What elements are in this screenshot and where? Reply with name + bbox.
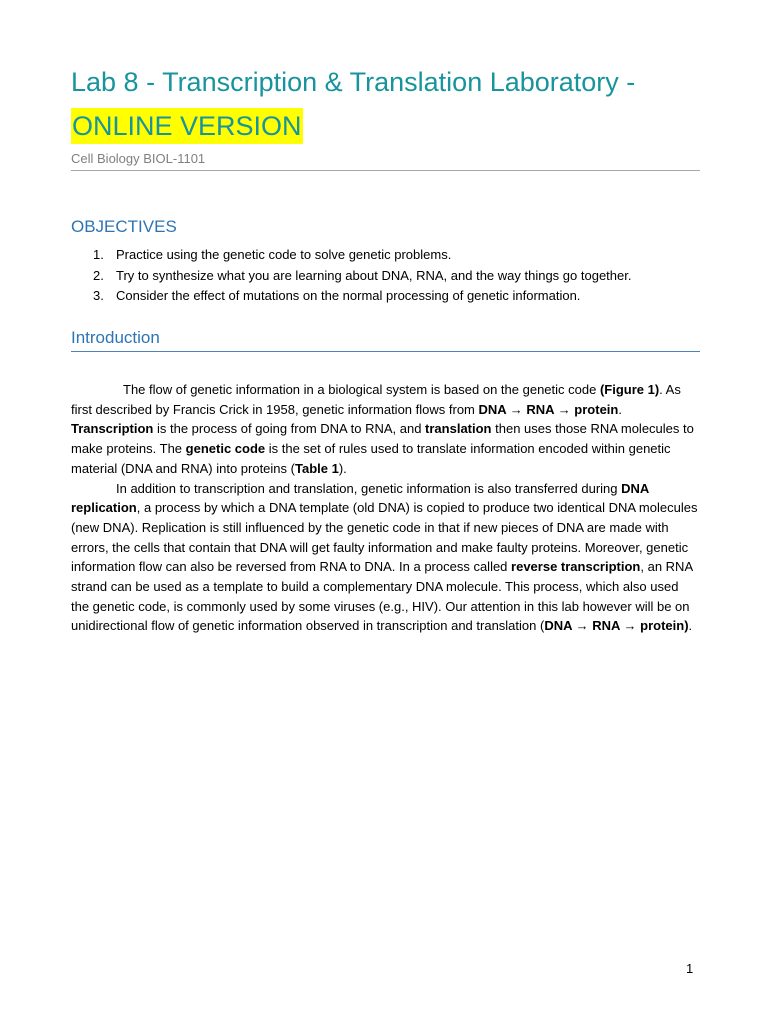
- course-subtitle: Cell Biology BIOL-1101: [71, 151, 206, 166]
- introduction-body: [71, 380, 700, 636]
- text-run: , a process by which a DNA template (old DNA) is copied to produce two identical DNA molecules (new DNA). Replication is still influenced by the genetic code in that if new pieces of DNA are made with errors, the cells that contain that DNA will get faulty information and make faulty proteins. Moreover, genetic information flow can also be reversed from RNA to DNA. In a process called: [71, 500, 698, 575]
- text-run: is the set of rules used to translate information encoded within genetic material (DNA and RNA) into proteins (: [71, 441, 671, 476]
- objective-number: 1.: [93, 247, 104, 262]
- document-title: Lab 8 - Transcription & Translation Laboratory -: [71, 67, 636, 97]
- text-run: .: [618, 401, 622, 417]
- objective-text: Consider the effect of mutations on the normal processing of genetic information.: [116, 288, 581, 303]
- bold-run: DNA replication: [71, 480, 649, 516]
- objective-item: [71, 266, 700, 287]
- highlighted-title-online-version: ONLINE VERSION: [71, 108, 303, 144]
- bold-run: Transcription: [71, 421, 154, 437]
- introduction-paragraph-2: [71, 479, 700, 637]
- text-run: The flow of genetic information in a biological system is based on the genetic code: [123, 382, 600, 397]
- bold-run: DNA → RNA → protein): [544, 618, 689, 634]
- objective-number: 2.: [93, 267, 104, 283]
- title-divider: [71, 170, 700, 171]
- introduction-heading: Introduction: [71, 328, 160, 347]
- text-run: .: [688, 618, 693, 634]
- text-run: ).: [338, 460, 347, 476]
- objective-item: [71, 245, 700, 266]
- text-run: In addition to transcription and translation, genetic information is also transferred during: [116, 480, 622, 496]
- objective-number: 3.: [93, 288, 104, 303]
- bold-run: Table 1: [294, 460, 339, 476]
- bold-run: (Figure 1): [599, 382, 660, 397]
- objectives-list: [71, 245, 700, 307]
- text-run: is the process of going from DNA to RNA, and: [153, 421, 426, 437]
- bold-run: DNA → RNA → protein: [478, 401, 619, 417]
- bold-run: translation: [425, 421, 492, 437]
- bold-run: genetic code: [185, 441, 266, 457]
- text-run: then uses those RNA molecules to make proteins. The: [71, 421, 694, 457]
- introduction-paragraph-1: [71, 380, 700, 479]
- objective-item: [71, 286, 700, 307]
- objective-text: Try to synthesize what you are learning about DNA, RNA, and the way things go together.: [116, 267, 632, 283]
- page-number: 1: [686, 961, 694, 976]
- text-run: , an RNA strand can be used as a template to build a complementary DNA molecule. This process, which also used the genetic code, is commonly used by some viruses (e.g., HIV). Our attention in this lab however will be on unidirectional flow of genetic information observed in transcription and translation (: [71, 559, 693, 634]
- introduction-divider: [71, 351, 700, 352]
- objectives-heading: OBJECTIVES: [71, 217, 177, 236]
- text-run: . As first described by Francis Crick in 1958, genetic information flows from: [71, 382, 681, 417]
- objective-text: Practice using the genetic code to solve genetic problems.: [116, 247, 452, 262]
- bold-run: reverse transcription: [511, 559, 641, 575]
